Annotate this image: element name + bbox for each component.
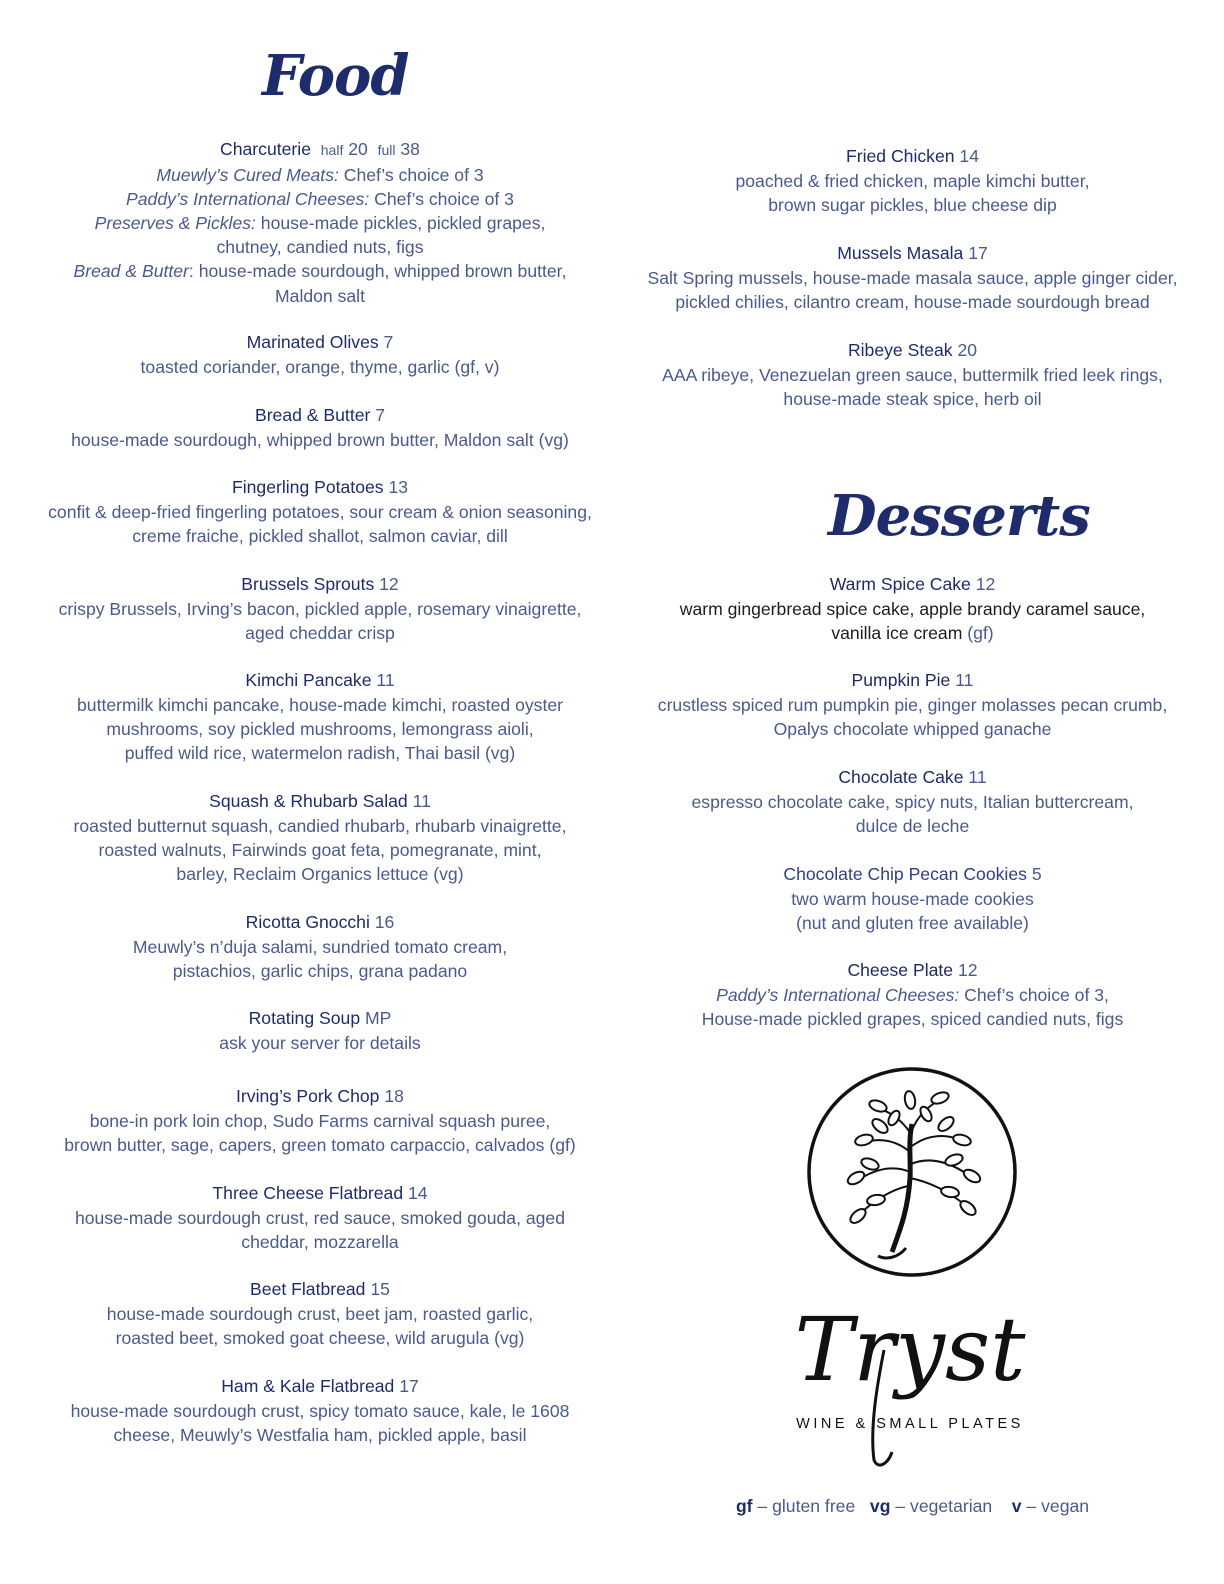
bread-text: : house-made sourdough, whipped brown butter, <box>188 261 567 282</box>
meats-label: Muewly’s Cured Meats: <box>156 164 339 185</box>
item-price: 14 <box>959 146 979 166</box>
menu-item-beet-flatbread <box>30 1277 610 1350</box>
preserves-text-2: chutney, candied nuts, figs <box>216 237 424 258</box>
bread-text-2: Maldon salt <box>275 285 365 306</box>
menu-item-fried-chicken <box>640 144 1185 217</box>
diet-suffix: (gf) <box>962 622 994 643</box>
item-description: roasted beet, smoked goat cheese, wild arugula (vg) <box>115 1327 525 1348</box>
item-description: cheese, Meuwly’s Westfalia ham, pickled apple, basil <box>113 1424 527 1445</box>
preserves-label: Preserves & Pickles: <box>94 212 256 233</box>
tryst-logo <box>780 1060 1040 1472</box>
item-description: Salt Spring mussels, house-made masala sauce, apple ginger cider, <box>647 267 1178 288</box>
item-description: poached & fried chicken, maple kimchi butter, <box>735 170 1090 191</box>
item-description: bone-in pork loin chop, Sudo Farms carnival squash puree, <box>89 1110 551 1131</box>
menu-item-marinated-olives <box>30 330 610 379</box>
item-price: 7 <box>383 332 394 352</box>
item-price: 7 <box>375 405 386 425</box>
menu-item-pork-chop <box>30 1084 610 1157</box>
item-price: 18 <box>384 1086 404 1106</box>
item-description: brown butter, sage, capers, green tomato carpaccio, calvados (gf) <box>64 1134 576 1155</box>
item-name: Charcuterie <box>220 139 311 159</box>
legend-v-text: – vegan <box>1021 1496 1090 1516</box>
item-description: pistachios, garlic chips, grana padano <box>172 960 468 981</box>
item-price: 11 <box>412 791 431 811</box>
item-name: Warm Spice Cake <box>829 574 971 594</box>
item-name: Mussels Masala <box>837 243 964 263</box>
menu-item-three-cheese-flatbread <box>30 1181 610 1254</box>
item-price: 20 <box>957 340 978 360</box>
food-section-title: Food <box>262 43 409 109</box>
item-name: Brussels Sprouts <box>241 574 375 594</box>
menu-item-ham-kale-flatbread <box>30 1374 610 1447</box>
menu-item-chocolate-cake <box>640 765 1185 838</box>
item-name: Chocolate Cake <box>838 767 964 787</box>
menu-item-charcuterie <box>30 137 610 308</box>
logo-tagline: WINE & SMALL PLATES <box>796 1416 1024 1432</box>
full-price: 38 <box>400 139 420 159</box>
menu-item-ribeye-steak <box>640 338 1185 411</box>
cheese-text: Chef’s choice of 3, <box>959 984 1109 1005</box>
item-description: aged cheddar crisp <box>245 622 395 643</box>
item-description: barley, Reclaim Organics lettuce (vg) <box>176 863 464 884</box>
menu-item-mussels-masala <box>640 241 1185 314</box>
item-name: Rotating Soup <box>248 1008 361 1028</box>
item-price: 17 <box>968 243 988 263</box>
item-price: 11 <box>968 767 987 787</box>
item-description: cheddar, mozzarella <box>241 1231 399 1252</box>
cheeses-text: Chef’s choice of 3 <box>369 188 514 209</box>
item-description: Opalys chocolate whipped ganache <box>773 718 1052 739</box>
item-name: Ham & Kale Flatbread <box>221 1376 395 1396</box>
legend-vg-key: vg <box>869 1496 891 1516</box>
item-name: Fingerling Potatoes <box>231 477 384 497</box>
item-description: house-made sourdough crust, red sauce, smoked gouda, aged <box>74 1207 565 1228</box>
menu-item-squash-rhubarb-salad <box>30 789 610 886</box>
item-description: House-made pickled grapes, spiced candied nuts, figs <box>701 1008 1124 1029</box>
menu-item-cheese-plate <box>640 958 1185 1031</box>
item-name: Ribeye Steak <box>847 340 953 360</box>
item-description: espresso chocolate cake, spicy nuts, Italian buttercream, <box>691 791 1134 812</box>
item-price: 12 <box>975 574 996 594</box>
menu-item-ricotta-gnocchi <box>30 910 610 983</box>
item-description: house-made sourdough, whipped brown butter, Maldon salt (vg) <box>71 429 569 450</box>
item-name: Irving’s Pork Chop <box>236 1086 380 1106</box>
full-label: full <box>377 142 396 158</box>
item-description: Meuwly’s n’duja salami, sundried tomato cream, <box>132 936 508 957</box>
item-description: ask your server for details <box>219 1032 421 1053</box>
leaves-icon <box>846 1090 983 1225</box>
item-name: Kimchi Pancake <box>245 670 372 690</box>
item-description: (nut and gluten free available) <box>796 912 1029 933</box>
item-description: roasted walnuts, Fairwinds goat feta, pomegranate, mint, <box>98 839 542 860</box>
item-price: MP <box>365 1008 392 1028</box>
item-price: 13 <box>388 477 409 497</box>
item-description: pickled chilies, cilantro cream, house-made sourdough bread <box>675 291 1150 312</box>
item-price: 15 <box>370 1279 390 1299</box>
menu-item-kimchi-pancake <box>30 668 610 765</box>
menu-item-warm-spice-cake <box>640 572 1185 645</box>
item-description: creme fraiche, pickled shallot, salmon caviar, dill <box>132 525 508 546</box>
item-price: 14 <box>408 1183 428 1203</box>
item-price: 5 <box>1031 864 1042 884</box>
item-name: Bread & Butter <box>254 405 371 425</box>
menu-item-bread-butter <box>30 403 610 452</box>
item-description: crustless spiced rum pumpkin pie, ginger molasses pecan crumb, <box>657 694 1168 715</box>
item-price: 11 <box>376 670 395 690</box>
legend-v-key: v <box>1011 1496 1022 1516</box>
item-price: 12 <box>957 960 978 980</box>
item-name: Beet Flatbread <box>250 1279 366 1299</box>
item-name: Ricotta Gnocchi <box>245 912 370 932</box>
item-description: dulce de leche <box>855 815 970 836</box>
item-description: two warm house-made cookies <box>791 888 1034 909</box>
item-name: Pumpkin Pie <box>851 670 951 690</box>
item-description: mushrooms, soy pickled mushrooms, lemongrass aioli, <box>106 718 534 739</box>
cheeses-label: Paddy’s International Cheeses: <box>126 188 370 209</box>
item-name: Cheese Plate <box>847 960 954 980</box>
menu-item-brussels-sprouts <box>30 572 610 645</box>
item-description: house-made sourdough crust, spicy tomato sauce, kale, le 1608 <box>70 1400 570 1421</box>
legend-gf-key: gf <box>735 1496 753 1516</box>
half-price: 20 <box>348 139 368 159</box>
item-name: Marinated Olives <box>246 332 379 352</box>
preserves-text: house-made pickles, pickled grapes, <box>255 212 546 233</box>
dietary-legend <box>640 1496 1185 1517</box>
item-description: vanilla ice cream <box>831 622 963 643</box>
item-description: brown sugar pickles, blue cheese dip <box>768 194 1057 215</box>
menu-item-rotating-soup <box>30 1006 610 1055</box>
item-description: house-made steak spice, herb oil <box>783 388 1042 409</box>
item-name: Chocolate Chip Pecan Cookies <box>783 864 1027 884</box>
cheese-label: Paddy’s International Cheeses: <box>716 984 960 1005</box>
item-description: toasted coriander, orange, thyme, garlic (gf, v) <box>140 356 500 377</box>
item-name: Three Cheese Flatbread <box>212 1183 404 1203</box>
legend-gf-text: – gluten free <box>752 1496 856 1516</box>
meats-text: Chef’s choice of 3 <box>338 164 484 185</box>
item-description: roasted butternut squash, candied rhubarb, rhubarb vinaigrette, <box>73 815 567 836</box>
item-price: 11 <box>955 670 974 690</box>
legend-vg-text: – vegetarian <box>890 1496 993 1516</box>
menu-item-pumpkin-pie <box>640 668 1185 741</box>
menu-item-chocolate-chip-cookies <box>640 862 1185 935</box>
item-price: 17 <box>399 1376 419 1396</box>
logo-wordmark: Tryst <box>794 1298 1026 1401</box>
menu-item-fingerling-potatoes <box>30 475 610 548</box>
item-price: 12 <box>379 574 399 594</box>
item-name: Squash & Rhubarb Salad <box>209 791 408 811</box>
item-name: Fried Chicken <box>845 146 955 166</box>
bread-label: Bread & Butter <box>73 261 189 282</box>
desserts-section-title: Desserts <box>828 483 1090 549</box>
item-description: buttermilk kimchi pancake, house-made kimchi, roasted oyster <box>77 694 563 715</box>
item-description: puffed wild rice, watermelon radish, Thai basil (vg) <box>124 742 516 763</box>
item-description: AAA ribeye, Venezuelan green sauce, buttermilk fried leek rings, <box>662 364 1163 385</box>
item-price: 16 <box>374 912 395 932</box>
item-description: crispy Brussels, Irving’s bacon, pickled apple, rosemary vinaigrette, <box>58 598 582 619</box>
half-label: half <box>320 142 344 158</box>
item-description: warm gingerbread spice cake, apple brandy caramel sauce, <box>679 598 1146 619</box>
item-description: house-made sourdough crust, beet jam, roasted garlic, <box>106 1303 534 1324</box>
item-description: confit & deep-fried fingerling potatoes, sour cream & onion seasoning, <box>48 501 592 522</box>
